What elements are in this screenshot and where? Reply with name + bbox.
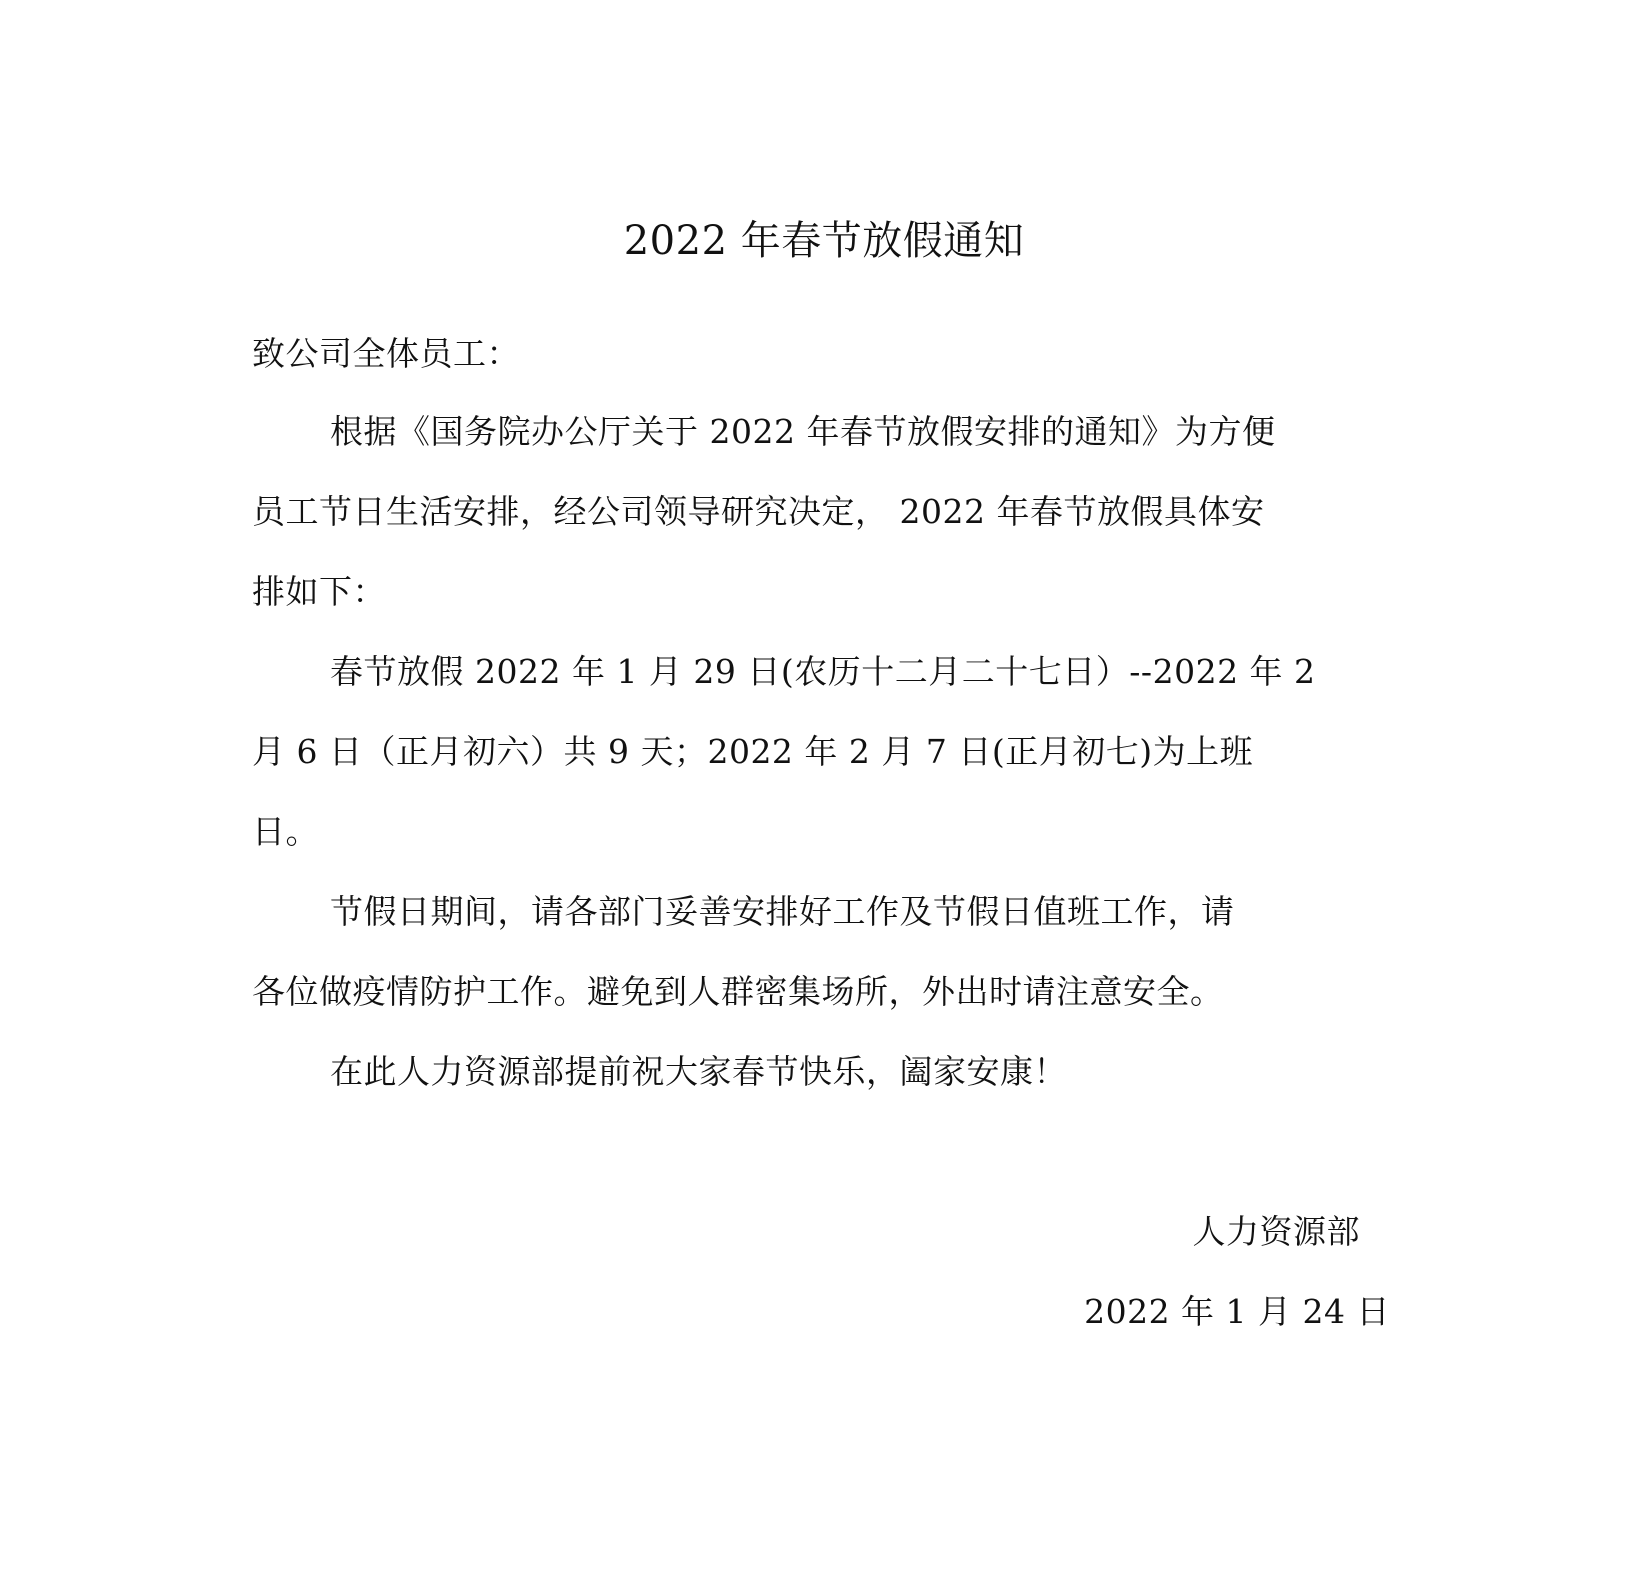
paragraph-1-line-3: 排如下： <box>252 572 386 611</box>
paragraph-3-line-1: 节假日期间，请各部门妥善安排好工作及节假日值班工作，请 <box>330 892 1235 931</box>
paragraph-1-line-1: 根据《国务院办公厅关于 2022 年春节放假安排的通知》为方便 <box>330 412 1276 451</box>
salutation: 致公司全体员工： <box>252 334 520 373</box>
paragraph-2-line-2: 月 6 日（正月初六）共 9 天；2022 年 2 月 7 日(正月初七)为上班 <box>252 732 1254 771</box>
paragraph-2-line-3: 日。 <box>252 812 319 851</box>
signature-department: 人力资源部 <box>1192 1212 1360 1251</box>
document-title: 2022 年春节放假通知 <box>623 218 1025 264</box>
signature-date: 2022 年 1 月 24 日 <box>1084 1292 1390 1331</box>
paragraph-2-line-1: 春节放假 2022 年 1 月 29 日(农历十二月二十七日）--2022 年 2 <box>330 652 1316 691</box>
paragraph-4-line-1: 在此人力资源部提前祝大家春节快乐，阖家安康！ <box>330 1052 1067 1091</box>
paragraph-3-line-2: 各位做疫情防护工作。避免到人群密集场所，外出时请注意安全。 <box>252 972 1224 1011</box>
paragraph-1-line-2: 员工节日生活安排，经公司领导研究决定， 2022 年春节放假具体安 <box>252 492 1265 531</box>
